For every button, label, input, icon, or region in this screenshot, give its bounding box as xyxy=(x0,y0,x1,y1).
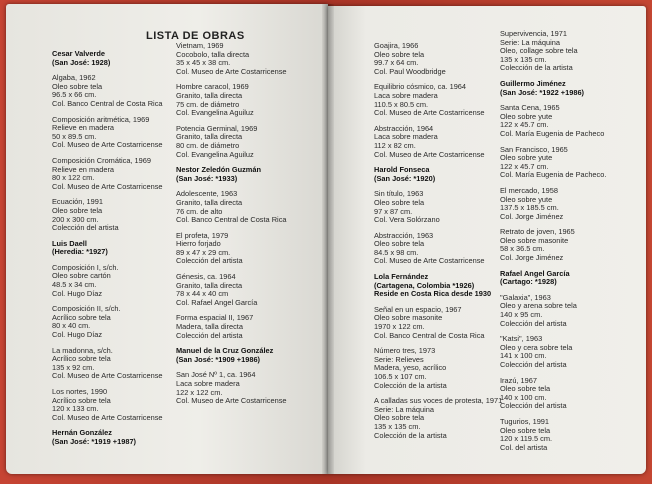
artwork-entry xyxy=(52,157,172,191)
artwork-line: Oleo sobre tela xyxy=(374,239,425,249)
artwork-entry xyxy=(374,347,494,390)
artist-line: (San José: *1919 +1987) xyxy=(52,436,137,446)
artwork-line: Col. Hugo Díaz xyxy=(52,330,103,340)
artwork-line: Colección de la artista xyxy=(500,63,573,73)
artwork-line: 135 x 135 cm. xyxy=(500,54,547,64)
artwork-line: Composición II, s/ch. xyxy=(52,304,121,314)
artist-heading xyxy=(176,347,316,364)
artist-line: Harold Fonseca xyxy=(374,165,430,175)
artwork-entry xyxy=(176,314,316,340)
artwork-entry xyxy=(374,83,494,117)
artwork-line: Oleo sobre yute xyxy=(500,153,553,163)
artwork-line: Col. Rafael Angel García xyxy=(176,297,258,307)
artist-line: (San José: *1922 +1986) xyxy=(500,87,585,97)
artwork-line: Hierro forjado xyxy=(176,239,221,249)
page-title: LISTA DE OBRAS xyxy=(146,30,245,42)
artwork-line: 122 x 45.7 cm. xyxy=(500,120,549,130)
artwork-line: 122 x 45.7 cm. xyxy=(500,161,549,171)
artwork-line: 120 x 133 cm. xyxy=(52,404,99,414)
artwork-line: Granito, talla directa xyxy=(176,197,243,207)
artwork-line: Supervivencia, 1971 xyxy=(500,29,567,38)
artwork-line: Serie: La máquina xyxy=(374,404,434,414)
artwork-line: Oleo y cera sobre tela xyxy=(500,342,573,352)
artwork-line: Colección del artista xyxy=(500,318,567,328)
artwork-line: Adolescente, 1963 xyxy=(176,189,238,199)
artwork-line: Granito, talla directa xyxy=(176,90,243,100)
artwork-line: Relieve en madera xyxy=(52,164,115,174)
artwork-line: Colección del artista xyxy=(500,360,567,369)
artwork-line: 96.5 x 66 cm. xyxy=(52,90,97,100)
artwork-entry xyxy=(374,232,494,266)
artwork-line: El mercado, 1958 xyxy=(500,185,558,195)
artwork-line: Granito, talla directa xyxy=(176,280,243,290)
artwork-entry xyxy=(176,371,316,405)
artwork-entry xyxy=(374,190,494,224)
artwork-line: Madera, talla directa xyxy=(176,322,243,332)
artwork-entry xyxy=(500,146,640,180)
column-3 xyxy=(374,41,503,447)
artist-heading xyxy=(52,240,172,257)
artwork-entry xyxy=(374,396,503,440)
artwork-line: Colección del artista xyxy=(500,401,567,411)
artist-line: (Heredia: *1927) xyxy=(52,247,108,257)
artwork-entry xyxy=(500,228,640,262)
artist-line: Reside en Costa Rica desde 1930 xyxy=(374,289,492,299)
artwork-line: Granito, talla directa xyxy=(176,132,243,142)
artwork-line: Ecuación, 1991 xyxy=(52,197,103,207)
artwork-line: Vietnam, 1969 xyxy=(176,41,224,50)
artwork-line: Col. María Eugenia de Pacheco xyxy=(500,128,605,138)
artist-line: (San José: *1920) xyxy=(374,173,436,183)
artwork-entry xyxy=(500,294,640,328)
artwork-line: Señal en un espacio, 1967 xyxy=(374,304,462,314)
artwork-line: Serie: La máquina xyxy=(500,37,560,47)
artwork-line: Col. Hugo Díaz xyxy=(52,288,103,298)
artwork-line: Abstracción, 1964 xyxy=(374,123,434,133)
artwork-line: Oleo sobre yute xyxy=(500,194,553,204)
artwork-line: Oleo sobre tela xyxy=(52,81,103,91)
artwork-line: Col. Museo de Arte Costarricense xyxy=(374,149,485,159)
artist-line: Rafael Angel García xyxy=(500,268,570,278)
artwork-line: Col. Museo de Arte Costarricense xyxy=(374,256,485,266)
artwork-line: Composición Cromática, 1969 xyxy=(52,155,151,165)
artist-line: (Cartagena, Colombia *1926) xyxy=(374,280,475,290)
artwork-line: Col. Evangelina Aguiluz xyxy=(176,108,254,118)
artist-line: (San José: 1928) xyxy=(52,57,111,67)
artwork-line: Cocobolo, talla directa xyxy=(176,49,250,59)
artwork-entry xyxy=(52,305,172,339)
column-2 xyxy=(176,42,316,413)
artwork-entry xyxy=(52,74,172,108)
artwork-line: 78 x 44 x 40 cm xyxy=(176,289,229,299)
artwork-line: Madera, yeso, acrílico xyxy=(374,363,447,373)
artwork-line: Col. del artista xyxy=(500,442,548,452)
artwork-line: Composición I, s/ch. xyxy=(52,262,119,272)
artwork-line: 140 x 100 cm. xyxy=(500,392,547,402)
artwork-line: "Katsi", 1963 xyxy=(500,334,543,344)
artwork-line: Col. Museo de Arte Costarricense xyxy=(52,140,163,150)
artwork-entry xyxy=(176,232,316,266)
artwork-line: Algaba, 1962 xyxy=(52,73,96,83)
artwork-line: Col. María Eugenia de Pacheco. xyxy=(500,170,607,180)
artwork-line: Col. Museo de Arte Costarricense xyxy=(52,371,163,381)
artwork-line: Col. Jorge Jiménez xyxy=(500,211,564,221)
column-1 xyxy=(52,50,172,454)
artwork-line: 80 cm. de diámetro xyxy=(176,140,240,150)
artwork-entry xyxy=(52,347,172,381)
artwork-line: Col. Vera Solórzano xyxy=(374,215,440,225)
artwork-entry xyxy=(52,264,172,298)
artist-line: (San José: *1933) xyxy=(176,173,238,183)
artwork-entry xyxy=(374,306,494,340)
artwork-line: 50 x 89.5 cm. xyxy=(52,131,97,141)
artwork-line: Laca sobre madera xyxy=(374,132,438,142)
artwork-entry xyxy=(500,30,640,73)
artwork-line: 89 x 47 x 29 cm. xyxy=(176,247,231,257)
artwork-line: 75 cm. de diámetro xyxy=(176,99,240,109)
artwork-line: 141 x 100 cm. xyxy=(500,351,547,361)
artwork-line: Los nortes, 1990 xyxy=(52,387,108,396)
artwork-line: Retrato de joven, 1965 xyxy=(500,227,575,237)
artwork-entry xyxy=(52,116,172,150)
artwork-line: Col. Museo de Arte Costarricense xyxy=(52,181,163,191)
artwork-line: Serie: Relieves xyxy=(374,354,424,364)
artwork-line: Acrílico sobre tela xyxy=(52,354,111,364)
artwork-line: Colección del artista xyxy=(176,256,243,266)
artwork-line: Sin título, 1963 xyxy=(374,189,424,199)
artwork-line: 137.5 x 185.5 cm. xyxy=(500,203,559,213)
artwork-line: Relieve en madera xyxy=(52,123,115,133)
artwork-line: Col. Banco Central de Costa Rica xyxy=(176,215,287,225)
artwork-line: Oleo, collage sobre tela xyxy=(500,46,578,56)
artist-heading xyxy=(52,50,172,67)
artist-heading xyxy=(374,166,494,183)
artwork-line: 84.5 x 98 cm. xyxy=(374,247,419,257)
artist-line: Hernán González xyxy=(52,428,112,438)
artwork-line: Oleo sobre masonite xyxy=(374,313,443,323)
artwork-line: Tugurios, 1991 xyxy=(500,416,550,426)
artwork-line: Oleo sobre tela xyxy=(52,205,103,215)
artwork-line: 48.5 x 34 cm. xyxy=(52,280,97,290)
artwork-line: 106.5 x 107 cm. xyxy=(374,372,427,381)
artwork-line: Col. Museo de Arte Costarricense xyxy=(176,66,287,76)
artwork-line: Col. Evangelina Aguiluz xyxy=(176,149,254,159)
artwork-line: Oleo sobre tela xyxy=(500,425,551,435)
artwork-line: Oleo sobre tela xyxy=(374,197,425,207)
artwork-line: A calladas sus voces de protesta, 1971 xyxy=(374,396,503,406)
artwork-entry xyxy=(176,273,316,307)
artwork-line: La madonna, s/ch. xyxy=(52,345,113,355)
artwork-line: Col. Banco Central de Costa Rica xyxy=(52,98,163,108)
artwork-line: 35 x 45 x 38 cm. xyxy=(176,58,231,68)
artwork-line: 112 x 82 cm. xyxy=(374,140,416,150)
book-spine xyxy=(322,4,334,474)
artwork-line: Laca sobre madera xyxy=(176,379,240,388)
artwork-line: Col. Banco Central de Costa Rica xyxy=(374,330,485,340)
artwork-line: Forma espacial II, 1967 xyxy=(176,313,254,323)
artwork-entry xyxy=(500,377,640,411)
artwork-line: Génesis, ca. 1964 xyxy=(176,272,236,282)
artwork-line: San José Nº 1, ca. 1964 xyxy=(176,370,256,380)
artwork-line: Potencia Germinal, 1969 xyxy=(176,123,258,133)
artwork-line: Hombre caracol, 1969 xyxy=(176,82,249,92)
artwork-entry xyxy=(52,388,172,422)
artwork-line: Acrílico sobre tela xyxy=(52,395,111,405)
artist-line: Nestor Zeledón Guzmán xyxy=(176,165,262,175)
artwork-entry xyxy=(176,190,316,224)
artwork-entry xyxy=(52,198,172,232)
artwork-line: 99.7 x 64 cm. xyxy=(374,58,419,68)
artwork-line: 80 x 122 cm. xyxy=(52,173,95,183)
artwork-entry xyxy=(176,83,316,117)
artist-heading xyxy=(52,429,172,446)
artwork-line: Col. Museo de Arte Costarricense xyxy=(374,108,485,118)
artwork-line: Oleo sobre masonite xyxy=(500,235,569,245)
artwork-line: 122 x 122 cm. xyxy=(176,387,223,397)
artwork-line: Equilibrio cósmico, ca. 1964 xyxy=(374,82,467,92)
artwork-line: "Galaxia", 1963 xyxy=(500,292,551,302)
artwork-line: Colección de la artista xyxy=(374,430,447,440)
artwork-line: 58 x 36.5 cm. xyxy=(500,244,545,254)
column-4 xyxy=(500,30,640,459)
artwork-line: Col. Museo de Arte Costarricense xyxy=(52,412,163,422)
artwork-entry xyxy=(500,335,640,369)
artwork-line: 110.5 x 80.5 cm. xyxy=(374,99,429,109)
artwork-entry xyxy=(500,418,640,452)
artwork-line: 97 x 87 cm. xyxy=(374,206,413,216)
artwork-entry xyxy=(500,187,640,221)
artwork-line: 140 x 95 cm. xyxy=(500,310,543,320)
artwork-entry xyxy=(374,42,494,76)
artwork-line: 135 x 92 cm. xyxy=(52,362,95,372)
artist-heading xyxy=(500,270,640,287)
artwork-entry xyxy=(176,125,316,159)
artwork-line: Oleo sobre tela xyxy=(500,384,551,394)
artwork-line: 1970 x 122 cm. xyxy=(374,322,425,332)
artwork-line: Col. Paul Woodbridge xyxy=(374,66,446,76)
artwork-entry xyxy=(374,125,494,159)
artwork-line: Acrílico sobre tela xyxy=(52,312,111,322)
artwork-line: Oleo sobre tela xyxy=(374,413,425,423)
artwork-line: 80 x 40 cm. xyxy=(52,321,91,331)
artist-line: Lola Fernández xyxy=(374,272,429,282)
artwork-entry xyxy=(500,104,640,138)
artwork-line: 120 x 119.5 cm. xyxy=(500,434,553,444)
artwork-line: Santa Cena, 1965 xyxy=(500,103,560,113)
artist-line: (Cartago: *1928) xyxy=(500,277,557,287)
artwork-line: Número tres, 1973 xyxy=(374,346,436,356)
artist-line: Guillermo Jiménez xyxy=(500,78,566,88)
artwork-line: 135 x 135 cm. xyxy=(374,421,421,431)
artwork-line: Irazú, 1967 xyxy=(500,375,537,385)
artwork-line: Col. Museo de Arte Costarricense xyxy=(176,396,287,406)
artwork-line: Oleo sobre tela xyxy=(374,49,425,59)
artwork-line: Colección del artista xyxy=(176,330,243,340)
artwork-line: Laca sobre madera xyxy=(374,90,438,100)
artwork-line: 200 x 300 cm. xyxy=(52,214,99,224)
artist-line: Manuel de la Cruz González xyxy=(176,346,274,356)
artist-line: Luis Daell xyxy=(52,238,87,248)
artwork-line: Composición aritmética, 1969 xyxy=(52,114,150,124)
artwork-line: San Francisco, 1965 xyxy=(500,144,568,154)
artwork-line: Oleo sobre cartón xyxy=(52,271,111,281)
artist-line: Cesar Valverde xyxy=(52,49,106,58)
artist-heading xyxy=(176,166,316,183)
artwork-line: El profeta, 1979 xyxy=(176,230,229,240)
artwork-line: Oleo y arena sobre tela xyxy=(500,301,577,311)
artwork-line: Oleo sobre yute xyxy=(500,111,553,121)
artwork-line: Colección del artista xyxy=(52,223,119,233)
artwork-line: Goajira, 1966 xyxy=(374,41,419,50)
artwork-line: Colección de la artista xyxy=(374,380,447,390)
artist-heading xyxy=(374,273,494,299)
artwork-line: 76 cm. de alto xyxy=(176,206,223,216)
artwork-line: Abstracción, 1963 xyxy=(374,230,434,240)
artwork-entry xyxy=(176,42,316,76)
artist-line: (San José: *1909 +1986) xyxy=(176,354,261,364)
artist-heading xyxy=(500,80,640,97)
artwork-line: Col. Jorge Jiménez xyxy=(500,253,564,263)
